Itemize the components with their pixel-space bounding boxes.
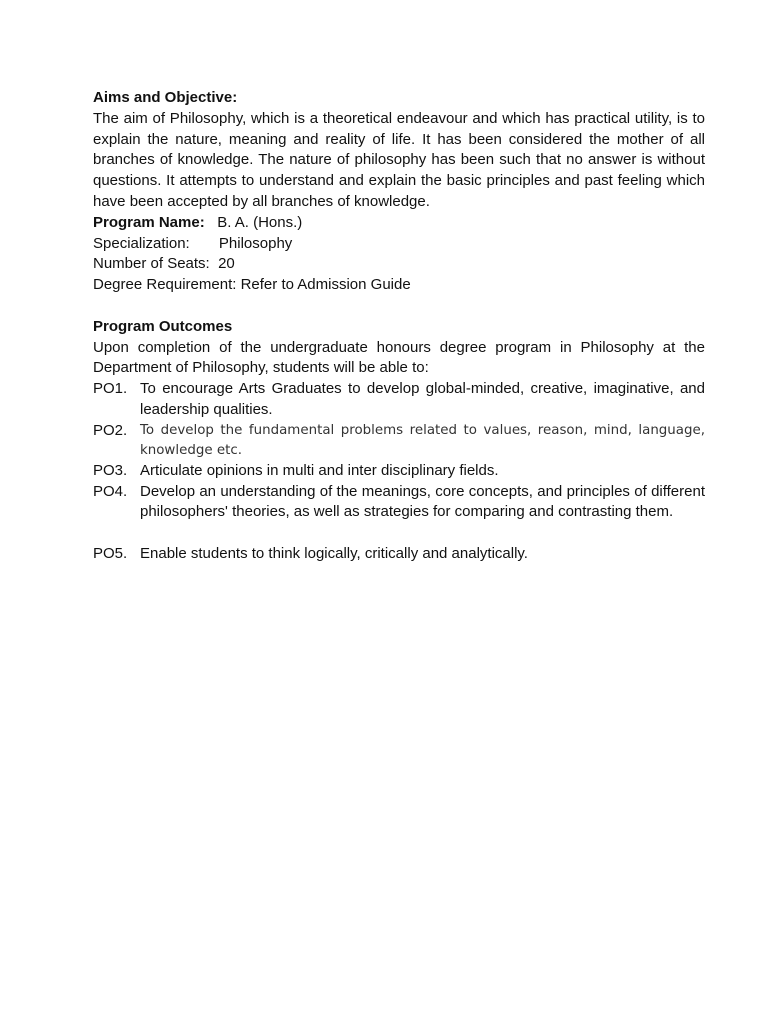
specialization-value: Philosophy bbox=[218, 234, 293, 252]
document-content bbox=[93, 88, 705, 565]
outcome-text: Enable students to think logically, critically and analytically. bbox=[140, 544, 528, 562]
outcome-text: To encourage Arts Graduates to develop global-minded, creative, imaginative, and leadership qualities. bbox=[140, 380, 705, 418]
aims-heading: Aims and Objective: bbox=[93, 89, 238, 106]
section-spacer bbox=[93, 296, 705, 317]
outcome-label: PO4. bbox=[93, 482, 128, 500]
outcome-item-po2 bbox=[93, 421, 705, 461]
outcomes-intro: Upon completion of the undergraduate honours degree program in Philosophy at the Department of Philosophy, students will be able to: bbox=[93, 338, 705, 377]
outcome-label: PO2. bbox=[93, 421, 128, 439]
program-name-value: B. A. (Hons.) bbox=[217, 213, 303, 231]
aims-body: The aim of Philosophy, which is a theoretical endeavour and which has practical utility, is to explain the nature, meaning and reality of life. It has been considered the mother of all branches of knowledge. The nature of philosophy has been such that no answer is without questions. It attempts to understand and explain the basic principles and past feeling which have been accepted by all branches of knowledge. bbox=[93, 109, 705, 210]
program-name-line bbox=[93, 213, 705, 234]
program-name-label: Program Name: bbox=[93, 213, 205, 231]
requirement-line bbox=[93, 275, 705, 296]
specialization-line bbox=[93, 234, 705, 255]
outcome-spacer bbox=[93, 523, 705, 544]
outcome-label: PO3. bbox=[93, 461, 128, 479]
outcome-item-po4 bbox=[93, 482, 705, 524]
requirement-value: Refer to Admission Guide bbox=[240, 276, 411, 294]
outcome-text: Develop an understanding of the meanings, core concepts, and principles of different philosophers' theories, as well as strategies for comparing and contrasting them. bbox=[140, 482, 705, 521]
seats-value: 20 bbox=[218, 255, 235, 273]
seats-label: Number of Seats: bbox=[93, 255, 210, 273]
outcome-item-po5 bbox=[93, 544, 705, 565]
outcome-item-po3 bbox=[93, 461, 705, 482]
specialization-label: Specialization: bbox=[93, 234, 190, 252]
outcomes-list bbox=[93, 379, 705, 565]
outcomes-heading: Program Outcomes bbox=[93, 317, 233, 335]
outcome-label: PO5. bbox=[93, 544, 128, 562]
seats-line bbox=[93, 254, 705, 275]
outcome-text: To develop the fundamental problems related to values, reason, mind, language, knowledge etc. bbox=[140, 422, 705, 458]
requirement-label: Degree Requirement: bbox=[93, 276, 237, 294]
outcome-item-po1 bbox=[93, 379, 705, 421]
outcome-text: Articulate opinions in multi and inter disciplinary fields. bbox=[140, 461, 499, 479]
outcome-label: PO1. bbox=[93, 380, 128, 398]
